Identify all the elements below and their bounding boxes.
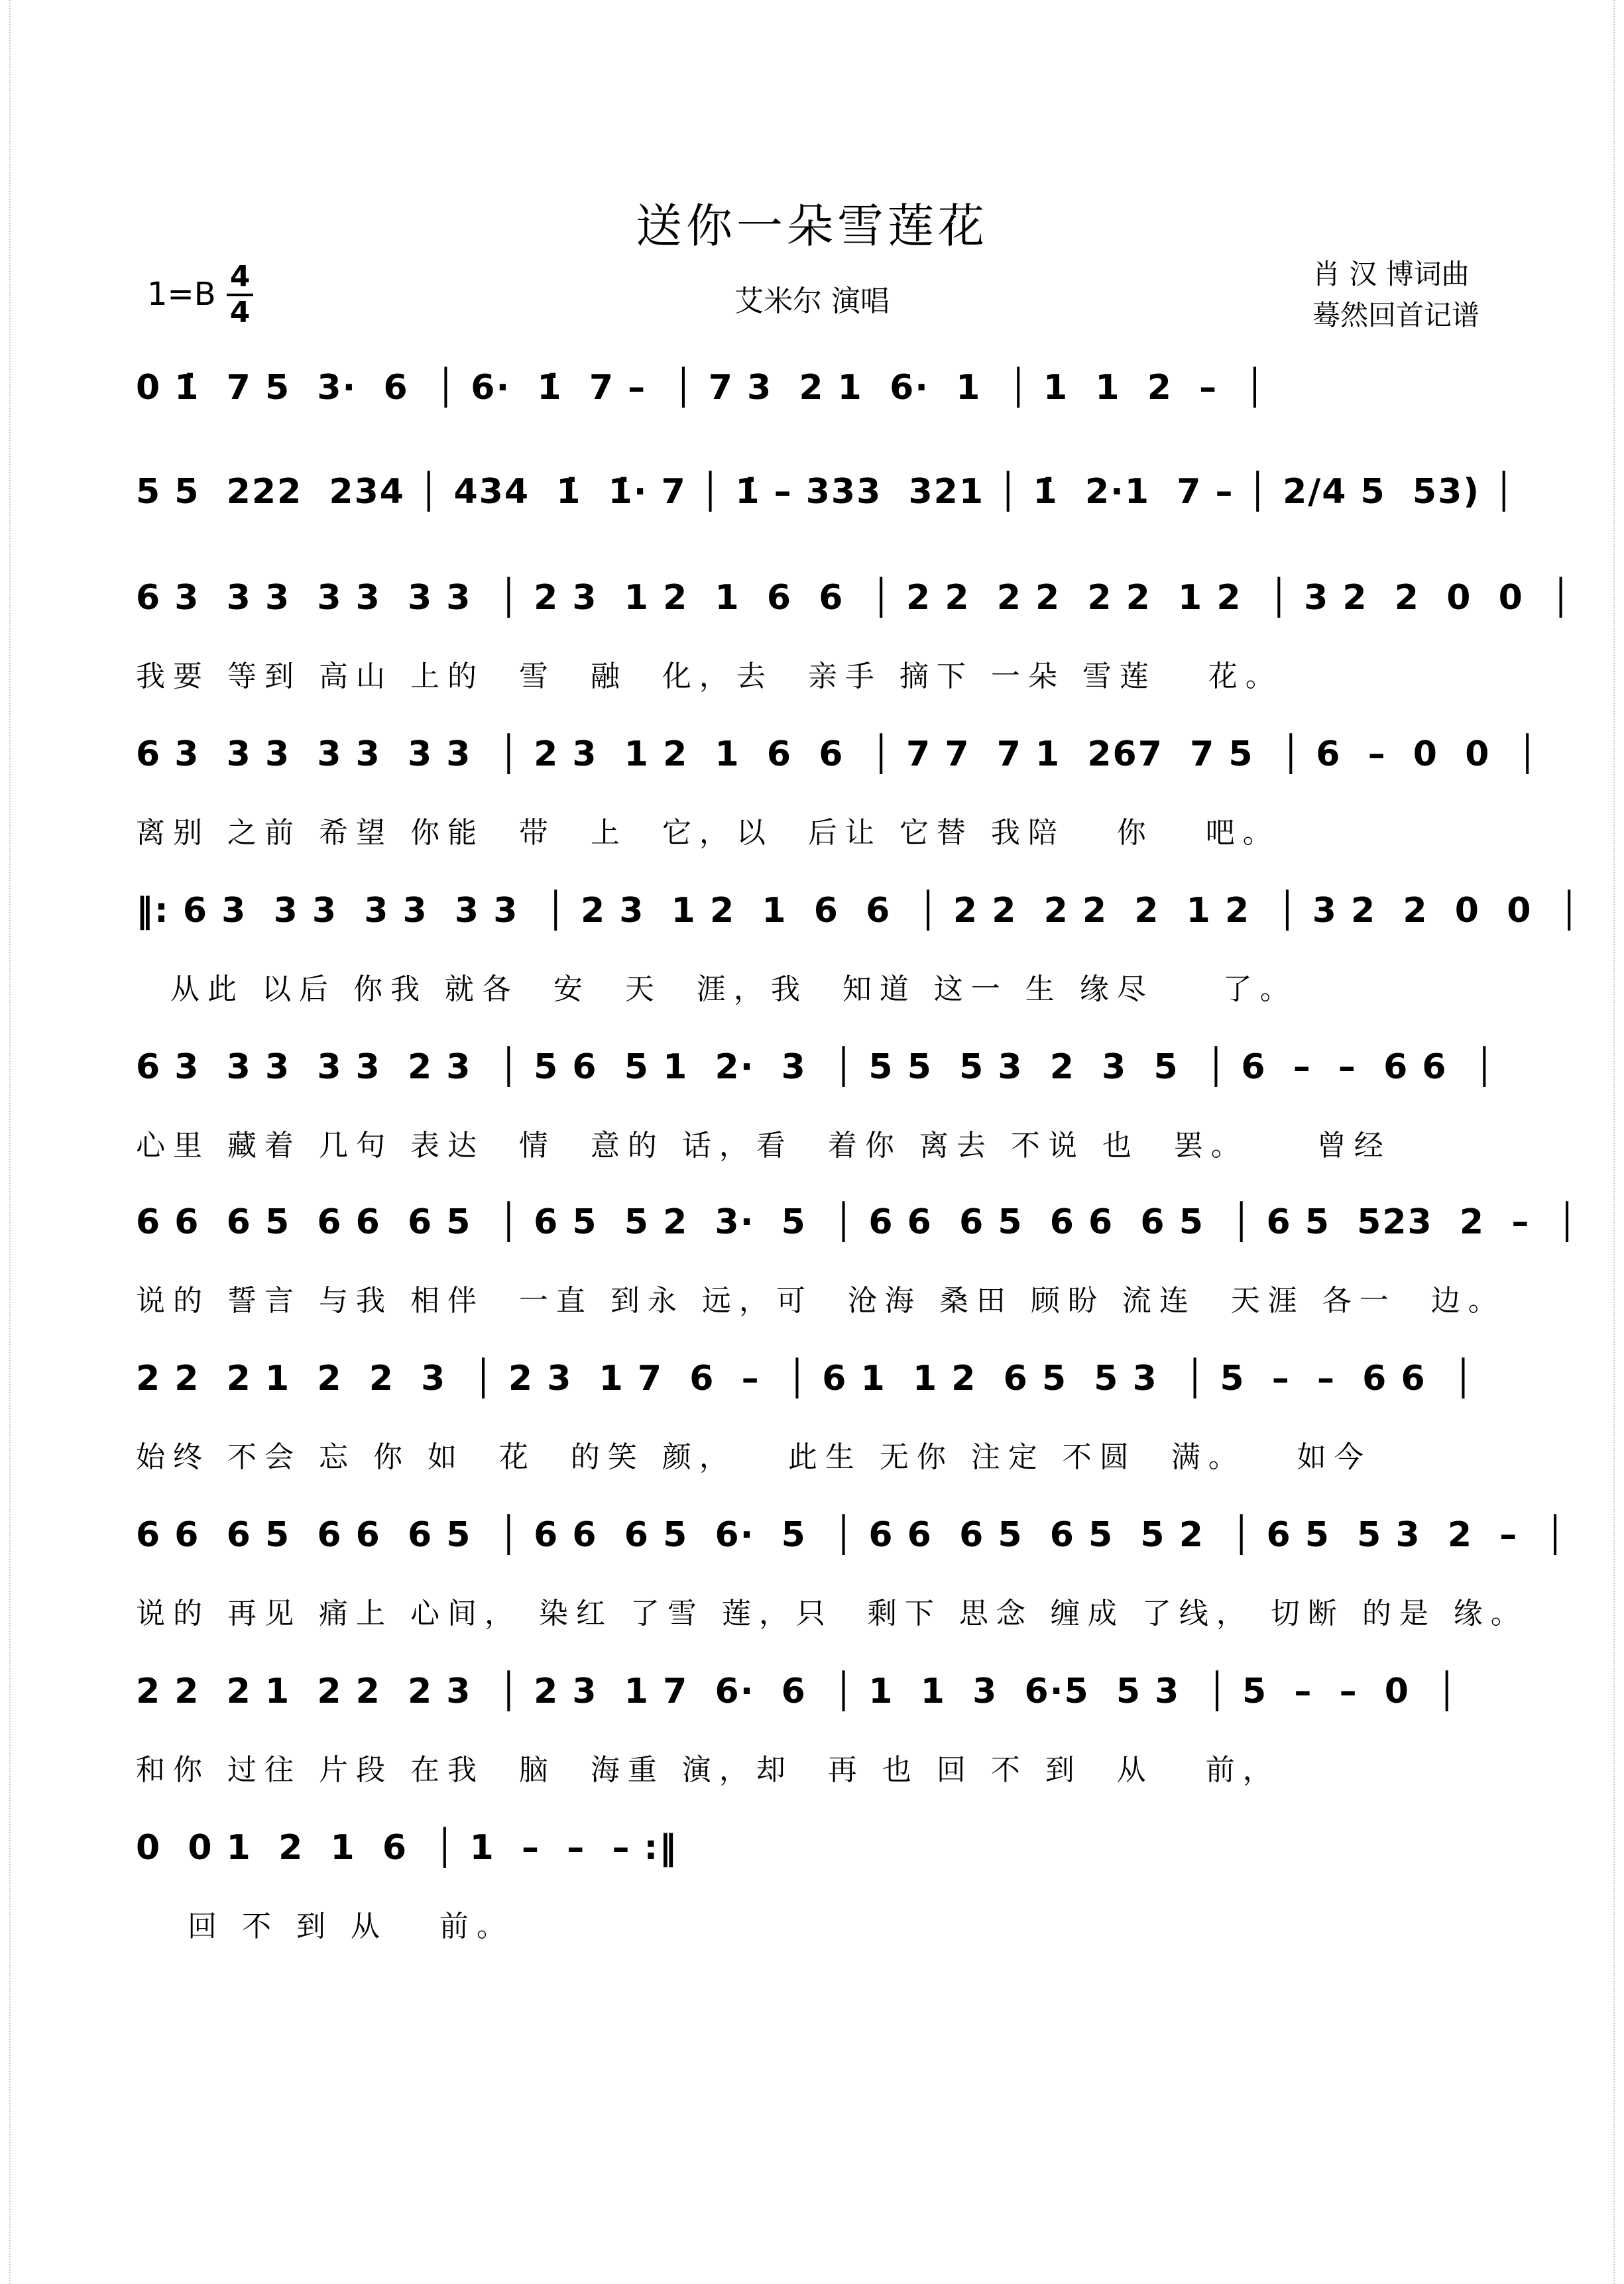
notes-line: 5 5 222 234 │ 434 1̇ 1̇· 7 │ 1̇ – 333 321 │ 1̇ 2·1 7 – │ 2/4 5 53) │ (136, 472, 1516, 512)
notes-line: 2 2 2 1 2 2 3 │ 2 3 1 7 6 – │ 6 1 1 2 6 5 5 3 │ 5 – – 6 6 │ (136, 1359, 1476, 1399)
time-signature (227, 260, 253, 329)
lyrics-line: 离别 之前 希望 你能 带 上 它，以 后让 它替 我陪 你 吧。 (136, 816, 1280, 850)
song-title: 送你一朵雪莲花 (636, 199, 988, 253)
notes-line: 2 2 2 1 2 2 2 3 │ 2 3 1 7 6· 6 │ 1 1 3 6·5 5 3 │ 5 – – 0 │ (136, 1672, 1459, 1711)
lyrics-line: 说的 誓言 与我 相伴 一直 到永 远，可 沧海 桑田 顾盼 流连 天涯 各一 边。 (136, 1284, 1505, 1318)
lyrics-line: 始终 不会 忘 你 如 花 的笑 颜， 此生 无你 注定 不圆 满。 如今 (136, 1440, 1371, 1474)
notes-line: 6 6 6 5 6 6 6 5 │ 6 6 6 5 6· 5 │ 6 6 6 5 6 5 5 2 │ 6 5 5 3 2 – │ (136, 1515, 1567, 1555)
singer-credit: 艾米尔 演唱 (734, 284, 890, 318)
notes-line: 0 1̇ 7 5 3· 6 │ 6· 1̇ 7 – │ 7 3 2 1 6· 1 │ 1 1 2 – │ (136, 368, 1267, 408)
notes-line: 6 3 3 3 3 3 3 3 │ 2 3 1 2 1 6 6 │ 7 7 7 1 267 7 5 │ 6 – 0 0 │ (136, 734, 1539, 774)
lyrics-line: 我要 等到 高山 上的 雪 融 化，去 亲手 摘下 一朵 雪莲 花。 (136, 659, 1283, 693)
lyrics-line: 和你 过往 片段 在我 脑 海重 演，却 再 也 回 不 到 从 前， (136, 1753, 1280, 1787)
time-signature-bottom: 4 (229, 296, 251, 329)
lyrics-line: 说的 再见 痛上 心间， 染红 了雪 莲，只 剩下 思念 缠成 了线， 切断 的是 缘。 (136, 1597, 1528, 1630)
lyricist-composer: 肖 汉 博词曲 (1312, 258, 1470, 290)
lyrics-line: 从此 以后 你我 就各 安 天 涯，我 知道 这一 生 缘尽 了。 (136, 972, 1297, 1006)
key-signature: 1=B (147, 276, 216, 313)
notes-line: 6 3 3 3 3 3 3 3 │ 2 3 1 2 1 6 6 │ 2 2 2 2 2 2 1 2 │ 3 2 2 0 0 │ (136, 578, 1573, 618)
author-credits (1312, 254, 1479, 336)
lyrics-line: 回 不 到 从 前。 (136, 1910, 514, 1943)
transcriber: 蓦然回首记谱 (1312, 299, 1479, 331)
notes-line: 6 6 6 5 6 6 6 5 │ 6 5 5 2 3· 5 │ 6 6 6 5 6 6 6 5 │ 6 5 523 2 – │ (136, 1202, 1579, 1242)
notes-line: ‖: 6 3 3 3 3 3 3 3 │ 2 3 1 2 1 6 6 │ 2 2 2 2 2 1 2 │ 3 2 2 0 0 │ (136, 891, 1581, 931)
notes-line: 6 3 3 3 3 3 2 3 │ 5 6 5 1 2· 3 │ 5 5 5 3 2 3 5 │ 6 – – 6 6 │ (136, 1047, 1497, 1087)
time-signature-top: 4 (227, 260, 253, 296)
page-edge-right (1613, 0, 1624, 2284)
page-edge-left (0, 0, 11, 2284)
notes-line: 0 0 1 2 1 6 │ 1 – – – :‖ (136, 1828, 678, 1868)
lyrics-line: 心里 藏着 几句 表达 情 意的 话，看 着你 离去 不说 也 罢。 曾经 (136, 1129, 1391, 1163)
